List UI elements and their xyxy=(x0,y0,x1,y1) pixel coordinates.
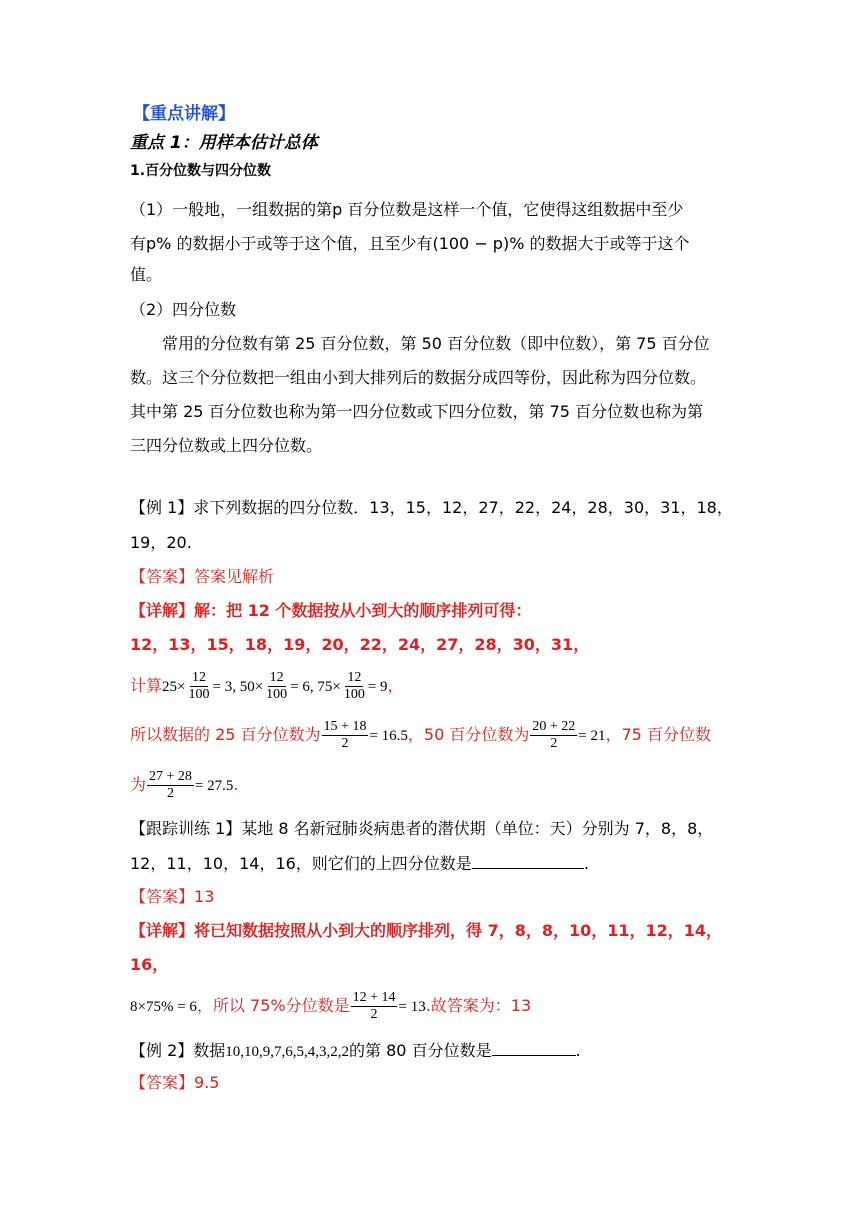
calc-value: = 13 xyxy=(398,999,426,1015)
detail-label: 【详解】 xyxy=(130,921,195,940)
answer-label: 【答案】 xyxy=(130,887,195,906)
answer-label: 【答案】 xyxy=(130,567,195,586)
example1-result-line1 xyxy=(130,715,711,756)
result-suffix: . xyxy=(233,775,239,794)
practice1-question-line2 xyxy=(130,852,589,875)
calc-part2: = 3, 50× xyxy=(212,679,264,695)
fraction-denominator: 100 xyxy=(266,687,288,702)
calc-suffix: ， xyxy=(387,676,404,695)
fraction-numerator: 15 + 18 xyxy=(323,719,367,734)
result-text: ，75 百分位数 xyxy=(605,725,711,744)
example1-detail-line1 xyxy=(130,600,531,622)
question-end: . xyxy=(575,1041,581,1060)
answer-text: 13 xyxy=(194,887,215,906)
para1-line3: 值。 xyxy=(130,265,163,284)
para2-line4: 三四分位数或上四分位数。 xyxy=(130,436,323,455)
calc-part1: 25× xyxy=(162,679,186,695)
calc-text: ，所以 75%分位数是 xyxy=(196,996,350,1015)
detail-text: 解：把 12 个数据按从小到大的顺序排列可得： xyxy=(194,601,532,620)
fraction-numerator: 12 xyxy=(269,670,284,685)
answer-label: 【答案】 xyxy=(130,1073,195,1092)
para1-line1: （1）一般地，一组数据的第p 百分位数是这样一个值，它使得这组数据中至少 xyxy=(130,200,684,219)
question-text: 12，11，10，14，16，则它们的上四分位数是 xyxy=(130,854,472,873)
answer-blank[interactable] xyxy=(472,852,584,869)
detail-label: 【详解】 xyxy=(130,601,195,620)
fraction-denominator: 100 xyxy=(188,687,210,702)
answer-text: 答案见解析 xyxy=(194,567,275,586)
question-data: 10,10,9,7,6,5,4,3,2,2 xyxy=(225,1044,350,1060)
practice1-detail-line2: 16， xyxy=(130,955,169,974)
example1-result-line2 xyxy=(130,765,238,806)
result-text: 所以数据的 25 百分位数为 xyxy=(130,725,321,744)
result-text: 为 xyxy=(130,775,147,794)
para1-line2: 有p% 的数据小于或等于这个值，且至少有(100 − p)% 的数据大于或等于这个 xyxy=(130,234,690,253)
fraction-denominator: 2 xyxy=(550,736,558,751)
example1-answer xyxy=(130,566,274,588)
question-end: . xyxy=(583,854,589,873)
question-text: 【例 2】数据 xyxy=(130,1041,226,1060)
calc-part4: = 9 xyxy=(367,679,388,695)
example1-detail-line2: 12，13，15，18，19，20，22，24，27，28，30，31， xyxy=(130,635,590,654)
para2-line1: 常用的分位数有第 25 百分位数，第 50 百分位数（即中位数），第 75 百分位 xyxy=(162,334,710,353)
fraction xyxy=(186,670,211,703)
para2-title: （2）四分位数 xyxy=(130,300,237,319)
fraction-numerator: 12 xyxy=(347,670,362,685)
fraction xyxy=(147,769,194,802)
practice1-detail-line1 xyxy=(130,920,722,942)
fraction xyxy=(322,719,369,752)
fraction-denominator: 2 xyxy=(370,1007,378,1022)
para2-line3: 其中第 25 百分位数也称为第一四分位数或下四分位数，第 75 百分位数也称为第 xyxy=(130,402,704,421)
fraction-numerator: 27 + 28 xyxy=(149,769,192,784)
fraction-numerator: 12 + 14 xyxy=(352,990,396,1005)
result-value: = 21 xyxy=(578,728,606,744)
key-point-title: 重点 1：用样本估计总体 xyxy=(130,133,318,153)
calc-part: 8×75% = 6 xyxy=(130,999,197,1015)
fraction xyxy=(342,670,367,703)
calc-tail: .故答案为：13 xyxy=(425,996,532,1015)
fraction xyxy=(530,719,577,752)
question-text: 的第 80 百分位数是 xyxy=(349,1041,492,1060)
example2-question xyxy=(130,1039,581,1063)
para2-line2: 数。这三个分位数把一组由小到大排列后的数据分成四等份，因此称为四分位数。 xyxy=(130,368,707,387)
fraction-denominator: 2 xyxy=(341,736,349,751)
fraction xyxy=(351,990,398,1023)
fraction xyxy=(264,670,289,703)
fraction-denominator: 100 xyxy=(343,687,365,702)
calc-prefix: 计算 xyxy=(130,676,163,695)
subheading: 1.百分位数与四分位数 xyxy=(130,163,272,179)
practice1-calc-line xyxy=(130,986,531,1027)
example2-answer xyxy=(130,1072,219,1094)
result-value: = 16.5 xyxy=(369,728,408,744)
calc-part3: = 6, 75× xyxy=(290,679,341,695)
practice1-answer xyxy=(130,886,214,908)
fraction-numerator: 12 xyxy=(191,670,206,685)
practice1-question-line1: 【跟踪训练 1】某地 8 名新冠肺炎病患者的潜伏期（单位：天）分别为 7，8，8， xyxy=(130,819,714,838)
example1-calc-line xyxy=(130,666,404,707)
answer-blank[interactable] xyxy=(492,1039,576,1056)
result-value: = 27.5 xyxy=(194,778,234,794)
detail-text: 将已知数据按照从小到大的顺序排列，得 7，8，8，10，11，12，14， xyxy=(194,921,723,940)
section-header: 【重点讲解】 xyxy=(133,104,235,124)
fraction-denominator: 2 xyxy=(166,786,174,801)
fraction-numerator: 20 + 22 xyxy=(532,719,576,734)
result-text: ，50 百分位数为 xyxy=(407,725,530,744)
example1-question-line1: 【例 1】求下列数据的四分位数．13，15，12，27，22，24，28，30，31，18， xyxy=(130,498,733,517)
example1-question-line2: 19，20. xyxy=(130,533,192,552)
answer-text: 9.5 xyxy=(194,1073,220,1092)
